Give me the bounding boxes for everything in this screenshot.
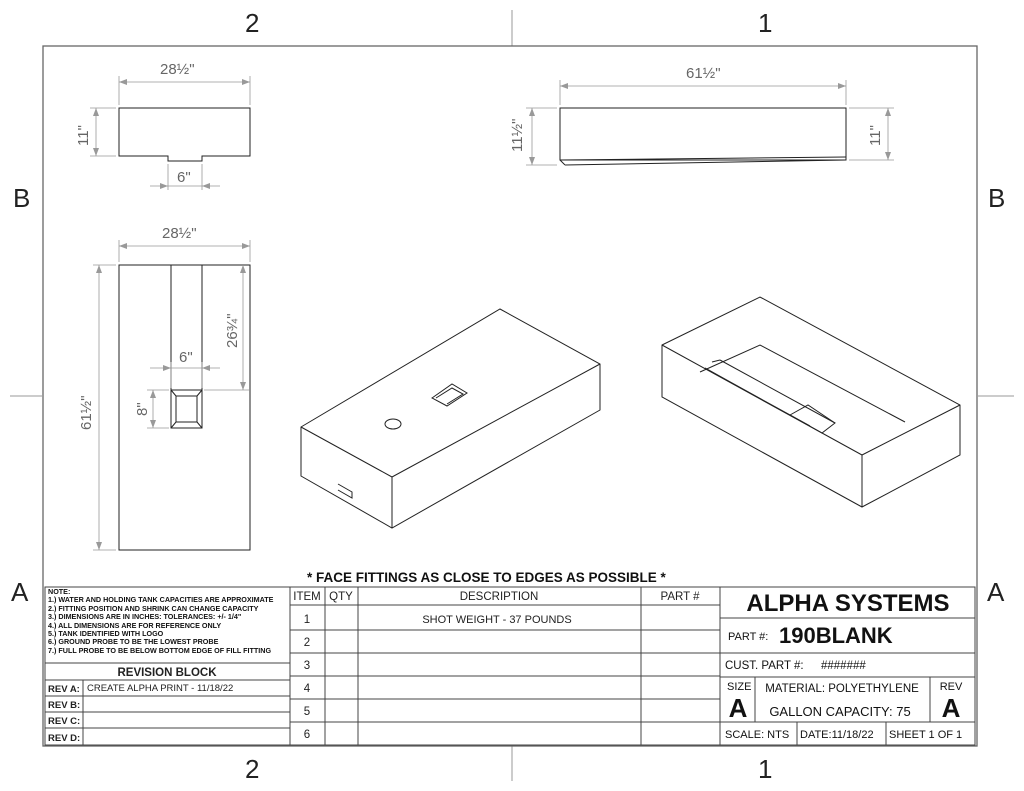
bom-header-part: PART # xyxy=(660,591,700,603)
rev-c-label: REV C: xyxy=(48,716,81,727)
note-line: 2.) FITTING POSITION AND SHRINK CAN CHANGE CAPACITY xyxy=(48,603,259,613)
dim-side-length: 61½" xyxy=(686,65,721,82)
bom-header-qty: QTY xyxy=(329,591,353,603)
note-line: 6.) GROUND PROBE TO BE THE LOWEST PROBE xyxy=(48,637,219,647)
zone-label-bottom-1: 1 xyxy=(758,754,773,784)
dim-front-fitting: 8" xyxy=(134,402,151,416)
dim-top-height: 11" xyxy=(75,125,92,146)
zone-label-left-b: B xyxy=(13,183,31,213)
zone-label-right-b: B xyxy=(988,183,1006,213)
customer-part-label: CUST. PART #: xyxy=(725,660,804,672)
note-line: 4.) ALL DIMENSIONS ARE FOR REFERENCE ONLY xyxy=(48,620,222,630)
dim-side-height-right: 11" xyxy=(867,125,884,146)
part-number: 190BLANK xyxy=(779,623,893,648)
rev-value: A xyxy=(941,693,961,723)
isometric-view-bottom xyxy=(662,297,960,507)
note-line: 5.) TANK IDENTIFIED WITH LOGO xyxy=(48,629,164,639)
rev-b-label: REV B: xyxy=(48,700,81,711)
dim-front-slot-width: 6" xyxy=(179,349,193,366)
bom-header-item: ITEM xyxy=(293,591,321,603)
note-line: 1.) WATER AND HOLDING TANK CAPACITIES ARE APPROXIMATE xyxy=(48,595,274,605)
material: MATERIAL: POLYETHYLENE xyxy=(765,683,919,695)
scale: SCALE: NTS xyxy=(725,729,790,741)
rev-a-text: CREATE ALPHA PRINT - 11/18/22 xyxy=(87,683,234,694)
bom-item: 5 xyxy=(303,706,311,718)
zone-label-right-a: A xyxy=(987,577,1005,607)
isometric-view-top xyxy=(301,309,600,528)
dim-front-length: 61½" xyxy=(78,395,95,430)
bom-item: 2 xyxy=(303,637,311,649)
sheet-number: SHEET 1 OF 1 xyxy=(889,729,963,741)
part-number-label: PART #: xyxy=(728,631,769,643)
bom-item: 1 xyxy=(303,614,311,626)
revision-block-title: REVISION BLOCK xyxy=(117,667,217,679)
bom-description: SHOT WEIGHT - 37 POUNDS xyxy=(422,614,572,626)
rev-d-label: REV D: xyxy=(48,733,81,744)
dim-top-notch: 6" xyxy=(177,169,191,186)
rev-label: REV xyxy=(939,681,963,693)
notes-block xyxy=(48,588,288,655)
bom-item: 3 xyxy=(303,660,311,672)
customer-part-value: ####### xyxy=(821,660,866,672)
dim-front-slot-length: 26¾" xyxy=(224,313,241,348)
fittings-banner: * FACE FITTINGS AS CLOSE TO EDGES AS POSSIBLE * xyxy=(307,570,666,585)
zone-label-top-2: 2 xyxy=(245,8,260,38)
zone-label-left-a: A xyxy=(11,577,29,607)
bom-item: 6 xyxy=(303,729,311,741)
note-line: 3.) DIMENSIONS ARE IN INCHES: TOLERANCES: +/- 1/4" xyxy=(48,612,242,622)
size-value: A xyxy=(728,693,748,723)
zone-label-top-1: 1 xyxy=(758,8,773,38)
dim-front-width: 28½" xyxy=(162,225,197,242)
note-line: NOTE: xyxy=(48,587,71,596)
zone-label-bottom-2: 2 xyxy=(245,754,260,784)
bom-header-description: DESCRIPTION xyxy=(459,591,539,603)
note-line: 7.) FULL PROBE TO BE BELOW BOTTOM EDGE OF FILL FITTING xyxy=(48,645,272,655)
gallon-capacity: GALLON CAPACITY: 75 xyxy=(769,704,911,719)
top-view xyxy=(119,108,250,161)
size-label: SIZE xyxy=(727,681,752,693)
side-view xyxy=(560,108,846,165)
bom-item: 4 xyxy=(303,683,311,695)
rev-a-label: REV A: xyxy=(48,684,80,695)
dim-top-width: 28½" xyxy=(160,61,195,78)
company-name: ALPHA SYSTEMS xyxy=(746,590,950,617)
date: DATE:11/18/22 xyxy=(800,729,874,741)
dim-side-height-left: 11½" xyxy=(509,118,526,152)
